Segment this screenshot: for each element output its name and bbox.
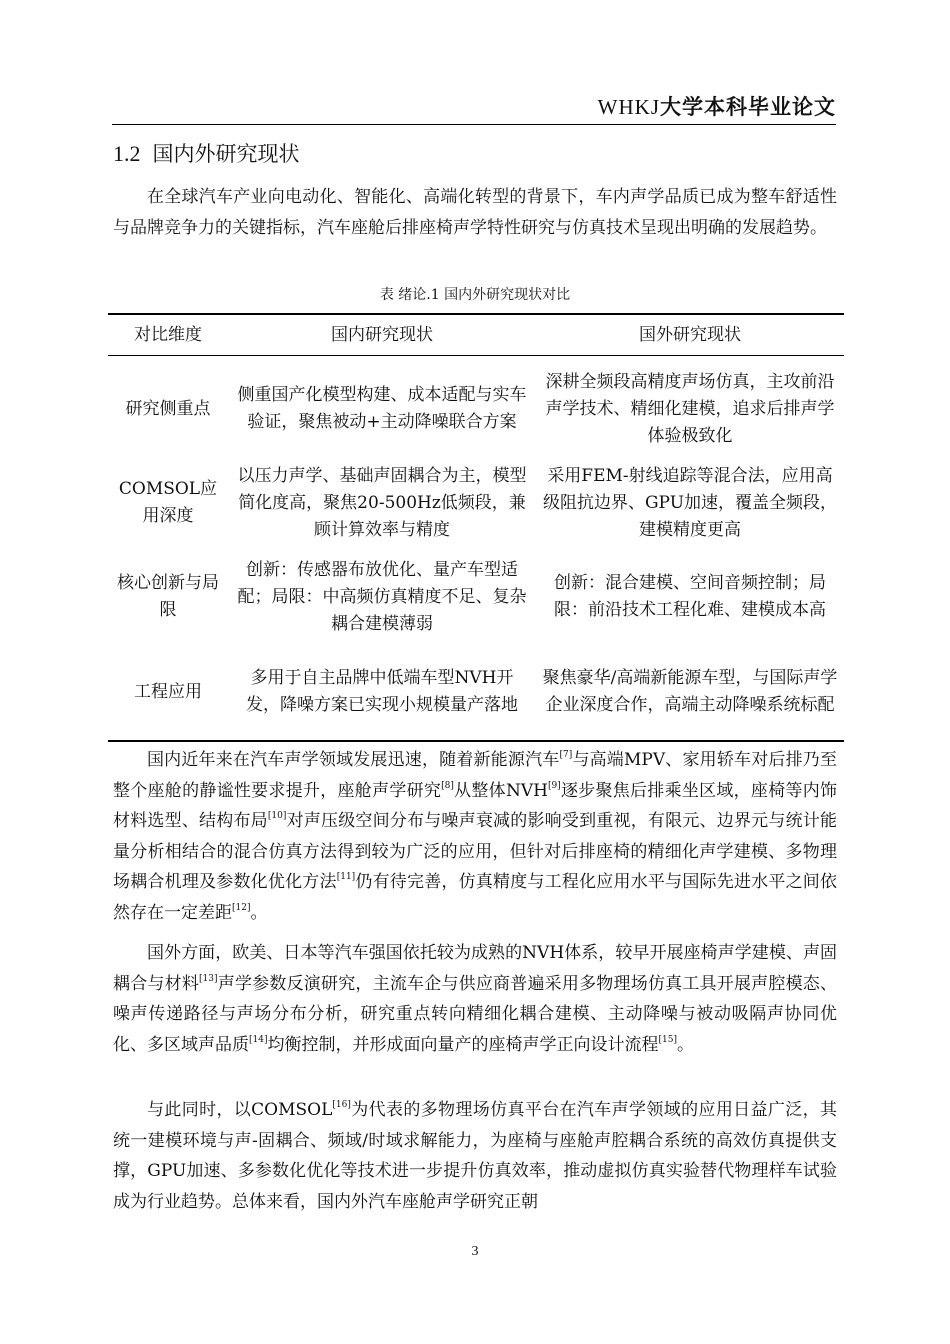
cell-foreign: 聚焦豪华/高端新能源车型，与国际声学企业深度合作，高端主动降噪系统标配 xyxy=(536,644,844,741)
cell-dimension: 工程应用 xyxy=(108,644,228,741)
text-run: 。 xyxy=(676,1034,694,1055)
text-run: 对声压级空间分布与噪声衰减的影响受到重视，有限元、边界元与统计能量分析相结合的混合仿真方法得到较为广泛的应用，但针对后排座椅的精细化声学建模、多物理场耦合机理及参数化优化方法 xyxy=(113,811,838,892)
table-row xyxy=(108,356,844,457)
header-latin: WHKJ xyxy=(597,95,660,119)
header-rule xyxy=(112,124,836,125)
cell-dimension: 研究侧重点 xyxy=(125,398,211,419)
cell-domestic: 多用于自主品牌中低端车型NVH开发，降噪方案已实现小规模量产落地 xyxy=(228,644,536,741)
citation: [8] xyxy=(441,780,454,791)
citation: [12] xyxy=(232,902,251,913)
text-run: 声学参数反演研究，主流车企与供应商普遍采用多物理场仿真工具开展声腔模态、噪声传递路径与声场分布分析，研究重点转向精细化耦合建模、主动降噪与被动吸隔声协同优化、多区域声品质 xyxy=(113,973,838,1055)
citation: [14] xyxy=(249,1034,268,1045)
table-row xyxy=(108,644,844,741)
text-run: 与此同时，以COMSOL xyxy=(147,1100,333,1120)
citation: [16] xyxy=(332,1100,351,1110)
table-caption: 表 绪论.1 国内外研究现状对比 xyxy=(379,287,571,303)
table-row xyxy=(108,550,844,644)
paragraph-comsol xyxy=(113,1095,837,1217)
header-foreign: 国外研究现状 xyxy=(536,314,844,356)
cell-foreign: 深耕全频段高精度声场仿真，主攻前沿声学技术、精细化建模，追求后排声学体验极致化 xyxy=(545,371,835,446)
cell-domestic: 以压力声学、基础声固耦合为主，模型简化度高，聚焦20-500Hz低频段，兼顾计算效率与精度 xyxy=(237,465,527,540)
text-run: 国内近年来在汽车声学领域发展迅速，随着新能源汽车 xyxy=(147,750,560,770)
text-run: 仍有待完善，仿真精度与工程化应用水平与国际先进水平之间依然存在一定差距 xyxy=(113,872,838,923)
citation: [10] xyxy=(267,811,287,821)
table-row xyxy=(108,456,844,550)
cell-dimension: 核心创新与局限 xyxy=(117,573,219,620)
text-run: 与高端MPV、家用轿车对后排乃至整个座舱的静谧性要求提升，座舱声学研究 xyxy=(113,750,837,801)
text-run: 。 xyxy=(250,902,268,923)
text-run: 均衡控制，并形成面向量产的座椅声学正向设计流程 xyxy=(267,1034,659,1055)
citation: [7] xyxy=(559,750,573,760)
header-cjk: 大学本科毕业论文 xyxy=(660,95,836,119)
text-run: 为代表的多物理场仿真平台在汽车声学领域的应用日益广泛，其统一建模环境与声-固耦合、频域/时域求解能力，为座椅与座舱声腔耦合系统的高效仿真提供支撑，GPU加速、多参数化优化等技术进一步提升仿真效率，推动虚拟仿真实验替代物理样车试验成为行业趋势。总体来看，国内外汽车座舱声学研究正朝 xyxy=(113,1100,837,1212)
section-number: 1.2 xyxy=(113,141,141,166)
section-heading: 国内外研究现状 xyxy=(152,142,300,166)
citation: [9] xyxy=(547,780,561,791)
paragraph-domestic xyxy=(113,745,837,928)
citation: [13] xyxy=(199,973,218,984)
citation: [11] xyxy=(336,872,356,882)
cell-foreign: 采用FEM-射线追踪等混合法，应用高级阻抗边界、GPU加速，覆盖全频段，建模精度更高 xyxy=(542,465,838,540)
running-header xyxy=(112,92,836,122)
cell-foreign: 创新：混合建模、空间音频控制；局限：前沿技术工程化难、建模成本高 xyxy=(554,573,826,620)
text-run: 逐步聚焦后排乘坐区域，座椅等内饰材料选型、结构布局 xyxy=(113,780,838,831)
cell-dimension: COMSOL应用深度 xyxy=(118,479,218,526)
header-dimension: 对比维度 xyxy=(108,314,228,356)
paragraph-foreign xyxy=(113,938,837,1060)
page-number: 3 xyxy=(471,1244,479,1259)
text-run: 国外方面，欧美、日本等汽车强国依托较为成熟的NVH体系，较早开展座椅声学建模、声固耦合与材料 xyxy=(113,943,837,994)
text-run: 从整体NVH xyxy=(453,780,548,801)
cell-domestic: 侧重国产化模型构建、成本适配与实车验证，聚焦被动+主动降噪联合方案 xyxy=(237,385,527,432)
header-domestic: 国内研究现状 xyxy=(228,314,536,356)
table-header-row xyxy=(108,314,844,356)
cell-domestic: 创新：传感器布放优化、量产车型适配；局限：中高频仿真精度不足、复杂耦合建模薄弱 xyxy=(237,559,527,634)
comparison-table xyxy=(108,313,844,742)
citation: [15] xyxy=(658,1034,677,1045)
intro-paragraph: 在全球汽车产业向电动化、智能化、高端化转型的背景下，车内声学品质已成为整车舒适性与品牌竞争力的关键指标，汽车座舱后排座椅声学特性研究与仿真技术呈现出明确的发展趋势。 xyxy=(113,187,837,238)
section-title xyxy=(113,140,300,168)
